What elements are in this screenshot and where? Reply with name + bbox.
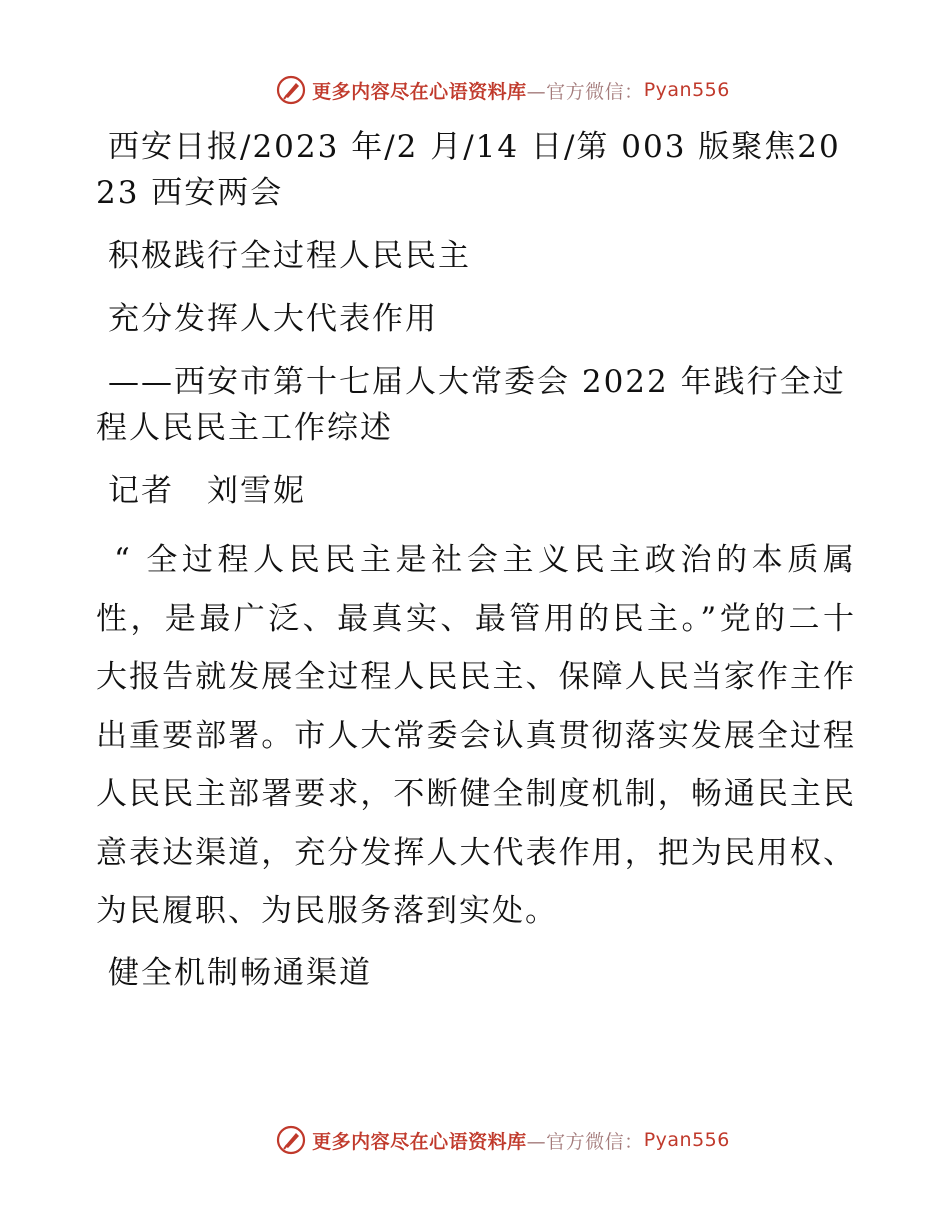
watermark-dash-text: —官方微信： xyxy=(526,80,644,103)
watermark-wechat-id: Pyan556 xyxy=(643,79,730,101)
watermark-main-text: 更多内容尽在心语资料库 xyxy=(312,1130,527,1153)
watermark-header xyxy=(0,72,950,108)
headline-1: 积极践行全过程人民民主 xyxy=(108,238,471,274)
section-heading: 健全机制畅通渠道 xyxy=(108,954,372,991)
headline-2: 充分发挥人大代表作用 xyxy=(108,301,438,337)
watermark-dash-text: —官方微信： xyxy=(526,1130,644,1153)
source-line: 西安日报/2023 年/2 月/14 日/第 003 版聚焦2023 西安两会 xyxy=(96,129,841,211)
subtitle: ——西安市第十七届人大常委会 2022 年践行全过程人民民主工作综述 xyxy=(96,364,846,446)
quill-pen-logo-icon xyxy=(276,1125,306,1155)
watermark-footer xyxy=(0,1122,950,1158)
quill-pen-logo-icon xyxy=(276,75,306,105)
byline: 记者 刘雪妮 xyxy=(108,473,306,509)
watermark-main-text: 更多内容尽在心语资料库 xyxy=(312,80,527,103)
document-body xyxy=(96,124,856,1013)
watermark-wechat-id: Pyan556 xyxy=(643,1129,730,1151)
body-paragraph: “ 全过程人民民主是社会主义民主政治的本质属性，是最广泛、最真实、最管用的民主。”党的二十大报告就发展全过程人民民主、保障人民当家作主作出重要部署。市人大常委会认真贯彻落实发展全过程人民民主部署要求，不断健全制度机制，畅通民主民意表达渠道，充分发挥人大代表作用，把为民用权、为民履职、为民服务落到实处。 xyxy=(96,542,856,929)
